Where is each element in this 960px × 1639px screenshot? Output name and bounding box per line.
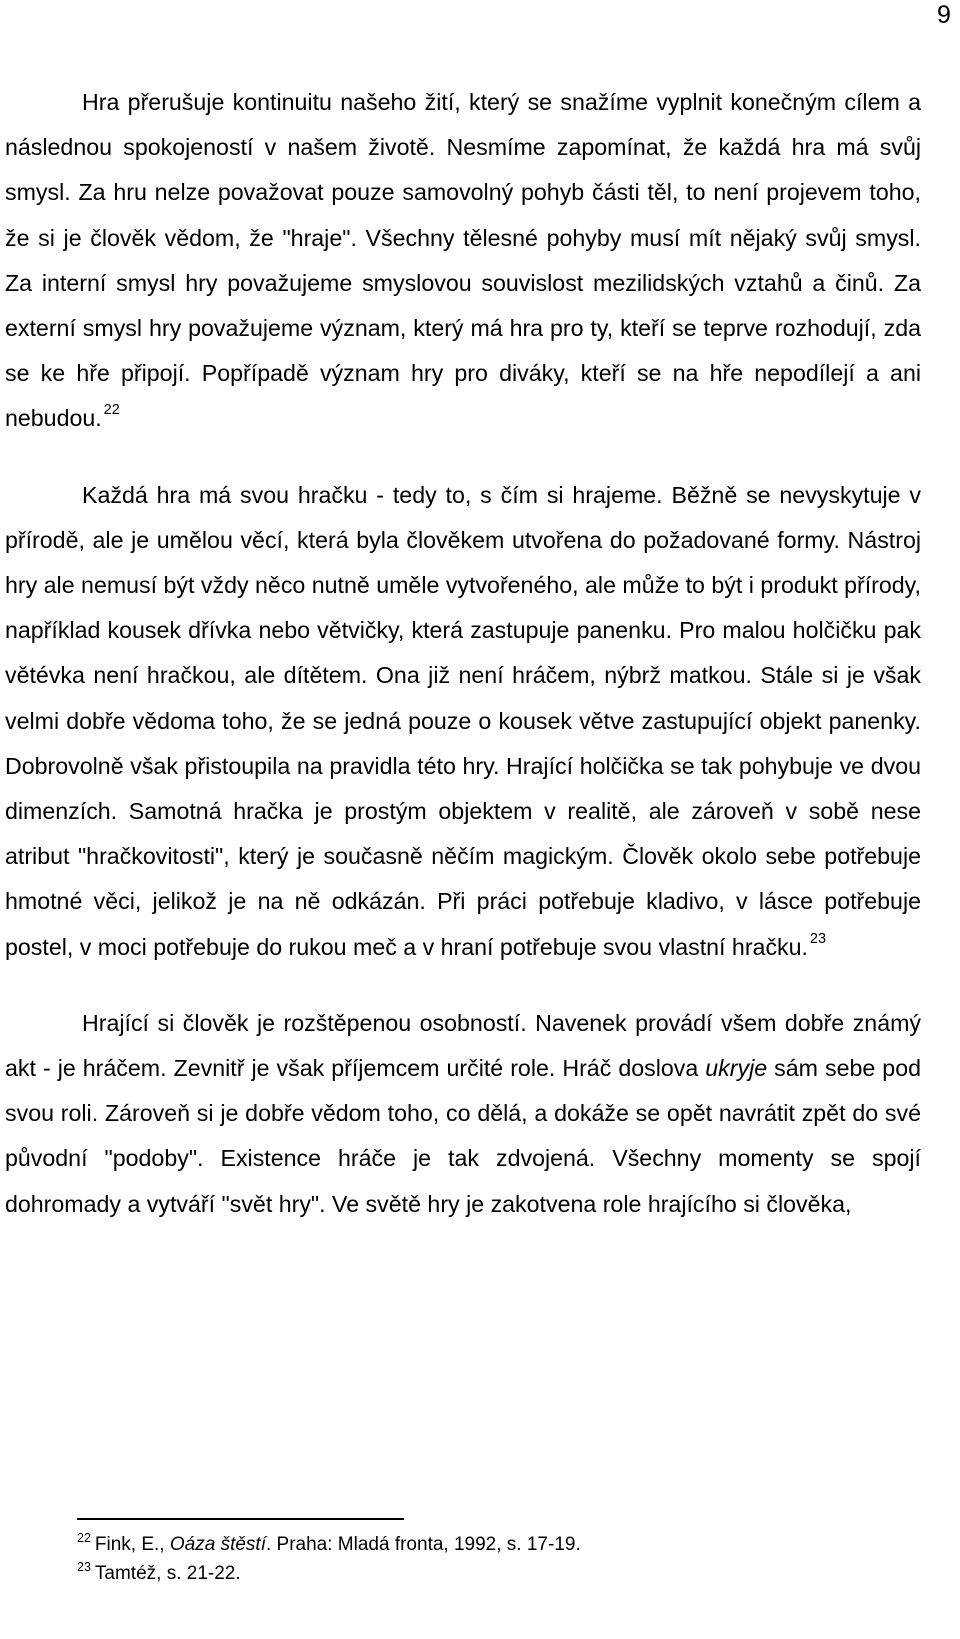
footnote-number: 22 (77, 1531, 91, 1545)
footnote-22 (77, 1533, 917, 1557)
footnotes (77, 1533, 917, 1591)
footnote-divider (77, 1518, 404, 1520)
footnote-23 (77, 1562, 917, 1586)
paragraph-1-text: Hra přerušuje kontinuitu našeho žití, který se snažíme vyplnit konečným cílem a následnou spokojeností v našem životě. Nesmíme zapomínat, že každá hra má svůj smysl. Za hru nelze považovat pouze samovolný pohyb části těl, to není projevem toho, že si je člověk vědom, že "hraje". Všechny tělesné pohyby musí mít nějaký svůj smysl. Za interní smysl hry považujeme smyslovou souvislost mezilidských vztahů a činů. Za externí smysl hry považujeme význam, který má hra pro ty, kteří se teprve rozhodují, zda se ke hře připojí. Popřípadě význam hry pro diváky, kteří se na hře nepodílejí a ani nebudou. (5, 89, 921, 432)
paragraph-3 (5, 1001, 921, 1227)
footnote-ref-22: 22 (103, 402, 120, 419)
footnote-22-publication: . Praha: Mladá fronta, 1992, s. 17-19. (265, 1534, 581, 1555)
paragraph-3-text-start: Hrající si člověk je rozštěpenou osobností. Navenek provádí všem dobře známý akt - je hráčem. Zevnitř je však příjemcem určité role. Hráč doslova (5, 1009, 921, 1082)
paragraph-3-text-end: sám sebe pod svou roli. Zároveň si je dobře vědom toho, co dělá, a dokáže se opět navrátit zpět do své původní "podoby". Existence hráče je tak zdvojená. Všechny momenty se spojí dohromady a vytváří "svět hry". Ve světě hry je zakotvena role hrajícího si člověka, (5, 1055, 921, 1217)
paragraph-gap (5, 442, 921, 473)
paragraph-gap (5, 970, 921, 1001)
paragraph-3-italic-word: ukryje (705, 1055, 768, 1082)
footnote-22-title: Oáza štěstí (169, 1534, 266, 1555)
footnote-number: 23 (77, 1560, 91, 1574)
paragraph-2-text: Každá hra má svou hračku - tedy to, s čím si hrajeme. Běžně se nevyskytuje v přírodě, ale je umělou věcí, která byla člověkem utvořena do požadované formy. Nástroj hry ale nemusí být vždy něco nutně uměle vytvořeného, ale může to být i produkt přírody, například kousek dřívka nebo větvičky, která zastupuje panenku. Pro malou holčičku pak větévka není hračkou, ale dítětem. Ona již není hráčem, nýbrž matkou. Stále si je však velmi dobře vědoma toho, že se jedná pouze o kousek větve zastupující objekt panenky. Dobrovolně však přistoupila na pravidla této hry. Hrající holčička se tak pohybuje ve dvou dimenzích. Samotná hračka je prostým objektem v realitě, ale zároveň v sobě nese atribut "hračkovitosti", který je současně něčím magickým. Člověk okolo sebe potřebuje hmotné věci, jelikož je na ně odkázán. Při práci potřebuje kladivo, v lásce potřebuje postel, v moci potřebuje do rukou meč a v hraní potřebuje svou vlastní hračku. (5, 481, 921, 960)
paragraph-2 (5, 473, 921, 970)
page-number: 9 (937, 1, 951, 29)
paragraph-1 (5, 80, 921, 442)
footnote-ref-23: 23 (809, 930, 827, 947)
footnote-22-author: Fink, E., (94, 1534, 170, 1555)
footnote-23-text: Tamtéž, s. 21-22. (94, 1563, 241, 1584)
body-text (5, 80, 921, 1227)
